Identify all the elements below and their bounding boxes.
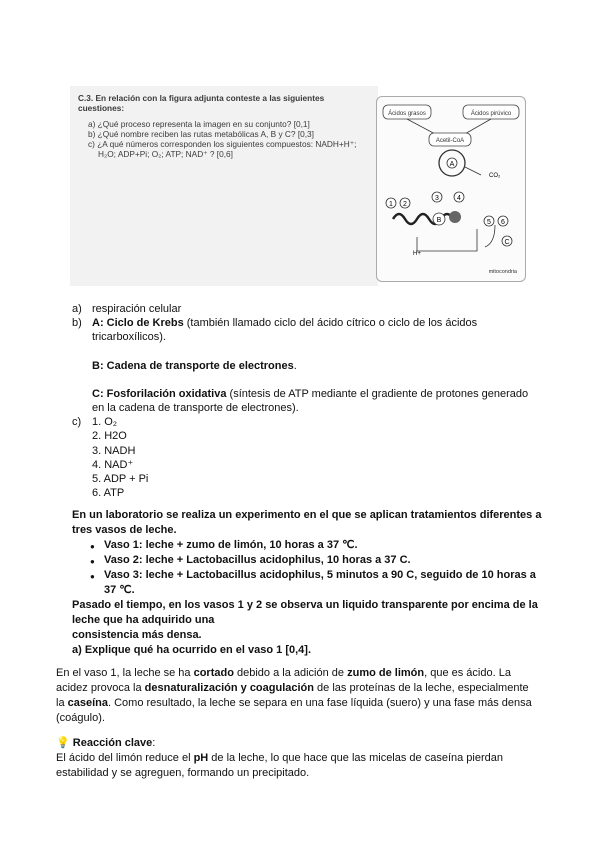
answer-c bbox=[72, 415, 542, 500]
key-reaction-block bbox=[56, 736, 540, 781]
key-text bbox=[56, 751, 540, 781]
proton-path bbox=[417, 229, 477, 251]
atp-synthase bbox=[449, 211, 461, 223]
mitochondria-label: mitocondria bbox=[488, 269, 517, 275]
exp-p2: debido a la adición de bbox=[233, 667, 348, 679]
compound-3: 3. NADH bbox=[92, 444, 136, 457]
vasos-list bbox=[72, 538, 542, 598]
co2-label: CO₂ bbox=[489, 173, 501, 179]
vaso-1: ● Vaso 1: leche + zumo de limón, 10 horas a 37 ℃. bbox=[90, 538, 542, 553]
question-a: a) ¿Qué proceso representa la imagen en su conjunto? [0,1] bbox=[88, 119, 310, 129]
key-t2: de la leche, lo que hace que las micelas de caseína pierdan estabilidad y se agreguen, formando un precipitado. bbox=[56, 752, 503, 779]
n4-label: 4 bbox=[457, 195, 461, 202]
question-b: b) ¿Qué nombre reciben las rutas metabólicas A, B y C? [0,3] bbox=[88, 129, 314, 139]
n6-label: 6 bbox=[501, 219, 505, 226]
experiment-question: a) Explique qué ha ocurrido en el vaso 1 [0,4]. bbox=[72, 644, 312, 656]
exp-p3: , que es ácido. La acidez provoca la bbox=[56, 667, 511, 694]
question-heading: C.3. En relación con la figura adjunta conteste a las siguientes cuestiones: bbox=[78, 93, 325, 113]
compound-6: 6. ATP bbox=[92, 487, 125, 500]
exp-p4: de las proteínas de la leche, especialmente la bbox=[56, 682, 529, 709]
vaso-3: ● Vaso 3: leche + Lactobacillus acidophilus, 5 minutos a 90 C, seguido de 10 horas a 37 ℃. bbox=[90, 568, 542, 598]
key-title: Reacción clave bbox=[72, 737, 153, 749]
question-c: c) ¿A qué números corresponden los siguientes compuestos: NADH+H⁺; bbox=[88, 139, 357, 149]
acetyl-label: Acetil-CoA bbox=[435, 138, 465, 144]
oxphos-text: (síntesis de ATP mediante el gradiente de protones generado en la cadena de transporte de electrones). bbox=[92, 387, 529, 415]
exp-desnat: desnaturalización y coagulación bbox=[144, 682, 314, 694]
scanned-question-text bbox=[78, 93, 368, 159]
pyruvic-label: Ácidos pirúvico bbox=[470, 111, 512, 117]
answer-b-marker: b) bbox=[72, 317, 82, 330]
exp-p1: En el vaso 1, la leche se ha bbox=[56, 667, 194, 679]
n1-label: 1 bbox=[389, 201, 393, 208]
arrow-c bbox=[485, 225, 495, 247]
key-colon: : bbox=[152, 737, 156, 749]
observation-2: consistencia más densa. bbox=[72, 629, 202, 641]
answer-c-marker: c) bbox=[72, 416, 82, 429]
question-c-cont: H₂O; ADP+Pi; O₂; ATP; NAD⁺ ? [0,6] bbox=[98, 149, 233, 159]
experiment-intro: En un laboratorio se realiza un experimento en el que se aplican tratamientos diferentes a tres vasos de leche. bbox=[72, 509, 542, 536]
key-t1: El ácido del limón reduce el bbox=[56, 752, 194, 764]
label-a: A bbox=[449, 161, 455, 168]
exp-cortado: cortado bbox=[193, 667, 234, 679]
answer-a-marker: a) bbox=[72, 303, 82, 315]
compound-4: 4. NAD⁺ bbox=[92, 458, 134, 471]
key-ph: pH bbox=[193, 752, 209, 764]
exp-p5: . Como resultado, la leche se separa en una fase líquida (suero) y una fase más densa (coágulo). bbox=[56, 697, 532, 724]
n2-label: 2 bbox=[403, 201, 407, 208]
answer-a-text: respiración celular bbox=[92, 303, 182, 315]
observation-1: Pasado el tiempo, en los vasos 1 y 2 se observa un liquido transparente por encima de la leche que ha adquirido una bbox=[72, 599, 538, 626]
mitochondria-diagram bbox=[376, 96, 526, 282]
arrow-1 bbox=[407, 119, 437, 135]
arrow-2 bbox=[463, 119, 491, 135]
diagram-svg bbox=[377, 97, 525, 281]
etc-end: . bbox=[293, 359, 297, 372]
lightbulb-icon: 💡 bbox=[56, 737, 70, 749]
exp-caseina: caseína bbox=[67, 697, 108, 709]
label-b: B bbox=[436, 217, 442, 224]
n5-label: 5 bbox=[487, 219, 491, 226]
krebs-text: (también llamado ciclo del ácido cítrico o ciclo de los ácidos tricarboxílicos). bbox=[92, 317, 478, 344]
answer-a bbox=[72, 302, 542, 316]
n3-label: 3 bbox=[435, 195, 439, 202]
co2-arrow bbox=[465, 167, 481, 175]
vaso-2: ● Vaso 2: leche + Lactobacillus acidophilus, 10 horas a 37 C. bbox=[90, 553, 542, 568]
key-heading bbox=[56, 736, 540, 751]
exp-zumo: zumo de limón bbox=[347, 667, 425, 679]
hplus-label: H+ bbox=[413, 251, 421, 257]
experiment-block bbox=[72, 508, 542, 658]
answers-block bbox=[72, 302, 542, 500]
compound-1: 1. O₂ bbox=[92, 416, 118, 429]
label-c: C bbox=[504, 239, 510, 246]
fatty-acids-label: Ácidos grasos bbox=[388, 111, 426, 117]
oxphos-label: C: Fosforilación oxidativa bbox=[92, 387, 227, 400]
explanation-paragraph bbox=[56, 666, 540, 726]
compound-5: 5. ADP + Pi bbox=[92, 473, 149, 486]
etc-label: B: Cadena de transporte de electrones bbox=[92, 359, 294, 372]
krebs-label: A: Ciclo de Krebs bbox=[92, 317, 184, 330]
compound-2: 2. H2O bbox=[92, 430, 127, 443]
answer-b bbox=[72, 316, 542, 415]
